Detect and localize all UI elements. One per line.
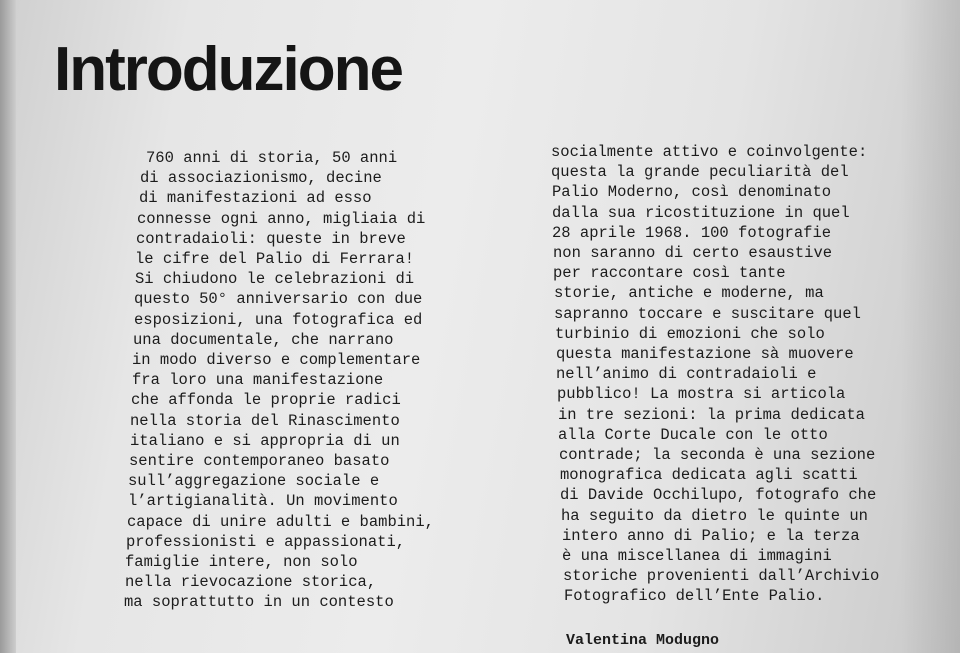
text-line: Palio Moderno, così denominato <box>552 183 832 202</box>
text-line: storie, antiche e moderne, ma <box>554 284 824 303</box>
text-line: una documentale, che narrano <box>133 330 394 349</box>
text-line: nella rievocazione storica, <box>125 573 377 592</box>
panel-edge-shadow <box>0 0 16 653</box>
text-line: in modo diverso e complementare <box>132 351 421 370</box>
text-line: contrade; la seconda è una sezione <box>559 446 876 465</box>
text-line: sull’aggregazione sociale e <box>128 472 380 491</box>
text-line: per raccontare così tante <box>553 264 786 283</box>
text-line: 28 aprile 1968. 100 fotografie <box>552 223 832 242</box>
text-line: connesse ogni anno, migliaia di <box>137 209 426 228</box>
text-line: di associazionismo, decine <box>140 169 382 188</box>
text-line: in tre sezioni: la prima dedicata <box>558 405 865 424</box>
text-line: storiche provenienti dall’Archivio <box>563 567 880 586</box>
text-line: socialmente attivo e coinvolgente: <box>551 143 868 161</box>
text-line: intero anno di Palio; e la terza <box>562 526 860 545</box>
text-line: esposizioni, una fotografica ed <box>134 310 423 329</box>
text-line: monografica dedicata agli scatti <box>560 466 858 485</box>
text-line: questa la grande peculiarità del <box>551 163 849 182</box>
text-line: l’artigianalità. Un movimento <box>128 492 398 511</box>
right-text-column <box>551 142 921 607</box>
text-line: sentire contemporaneo basato <box>129 452 390 471</box>
text-line: alla Corte Ducale con le otto <box>558 425 828 444</box>
text-line: famiglie intere, non solo <box>125 553 358 572</box>
text-line: fra loro una manifestazione <box>132 371 384 390</box>
text-line: dalla sua ricostituzione in quel <box>552 203 850 222</box>
text-line: turbinio di emozioni che solo <box>555 324 825 343</box>
text-line: Fotografico dell’Ente Palio. <box>564 587 825 606</box>
author-signature: Valentina Modugno <box>566 632 720 649</box>
text-line: italiano e si appropria di un <box>130 431 400 450</box>
text-line: pubblico! La mostra si articola <box>557 385 846 404</box>
text-line: nella storia del Rinascimento <box>130 411 400 430</box>
text-line: professionisti e appassionati, <box>126 532 406 551</box>
text-line: contradaioli: queste in breve <box>136 229 406 248</box>
text-line: sapranno toccare e suscitare quel <box>554 304 861 323</box>
text-line: non saranno di certo esaustive <box>553 244 833 263</box>
page-title: Introduzione <box>54 35 402 104</box>
text-line: capace di unire adulti e bambini, <box>127 512 434 531</box>
text-line: è una miscellanea di immagini <box>562 547 832 566</box>
text-line: le cifre del Palio di Ferrara! <box>135 250 415 269</box>
text-line: che affonda le proprie radici <box>131 391 401 410</box>
text-line: questo 50° anniversario con due <box>134 290 423 309</box>
text-line: ma soprattutto in un contesto <box>124 593 394 612</box>
text-line: nell’animo di contradaioli e <box>556 365 817 384</box>
text-line: di Davide Occhilupo, fotografo che <box>560 486 877 505</box>
text-line: Si chiudono le celebrazioni di <box>135 270 415 289</box>
text-line: 760 anni di storia, 50 anni <box>146 149 398 167</box>
text-line: questa manifestazione sà muovere <box>556 345 854 364</box>
text-line: di manifestazioni ad esso <box>139 189 372 208</box>
text-line: ha seguito da dietro le quinte un <box>561 506 868 525</box>
left-text-column <box>124 148 484 613</box>
